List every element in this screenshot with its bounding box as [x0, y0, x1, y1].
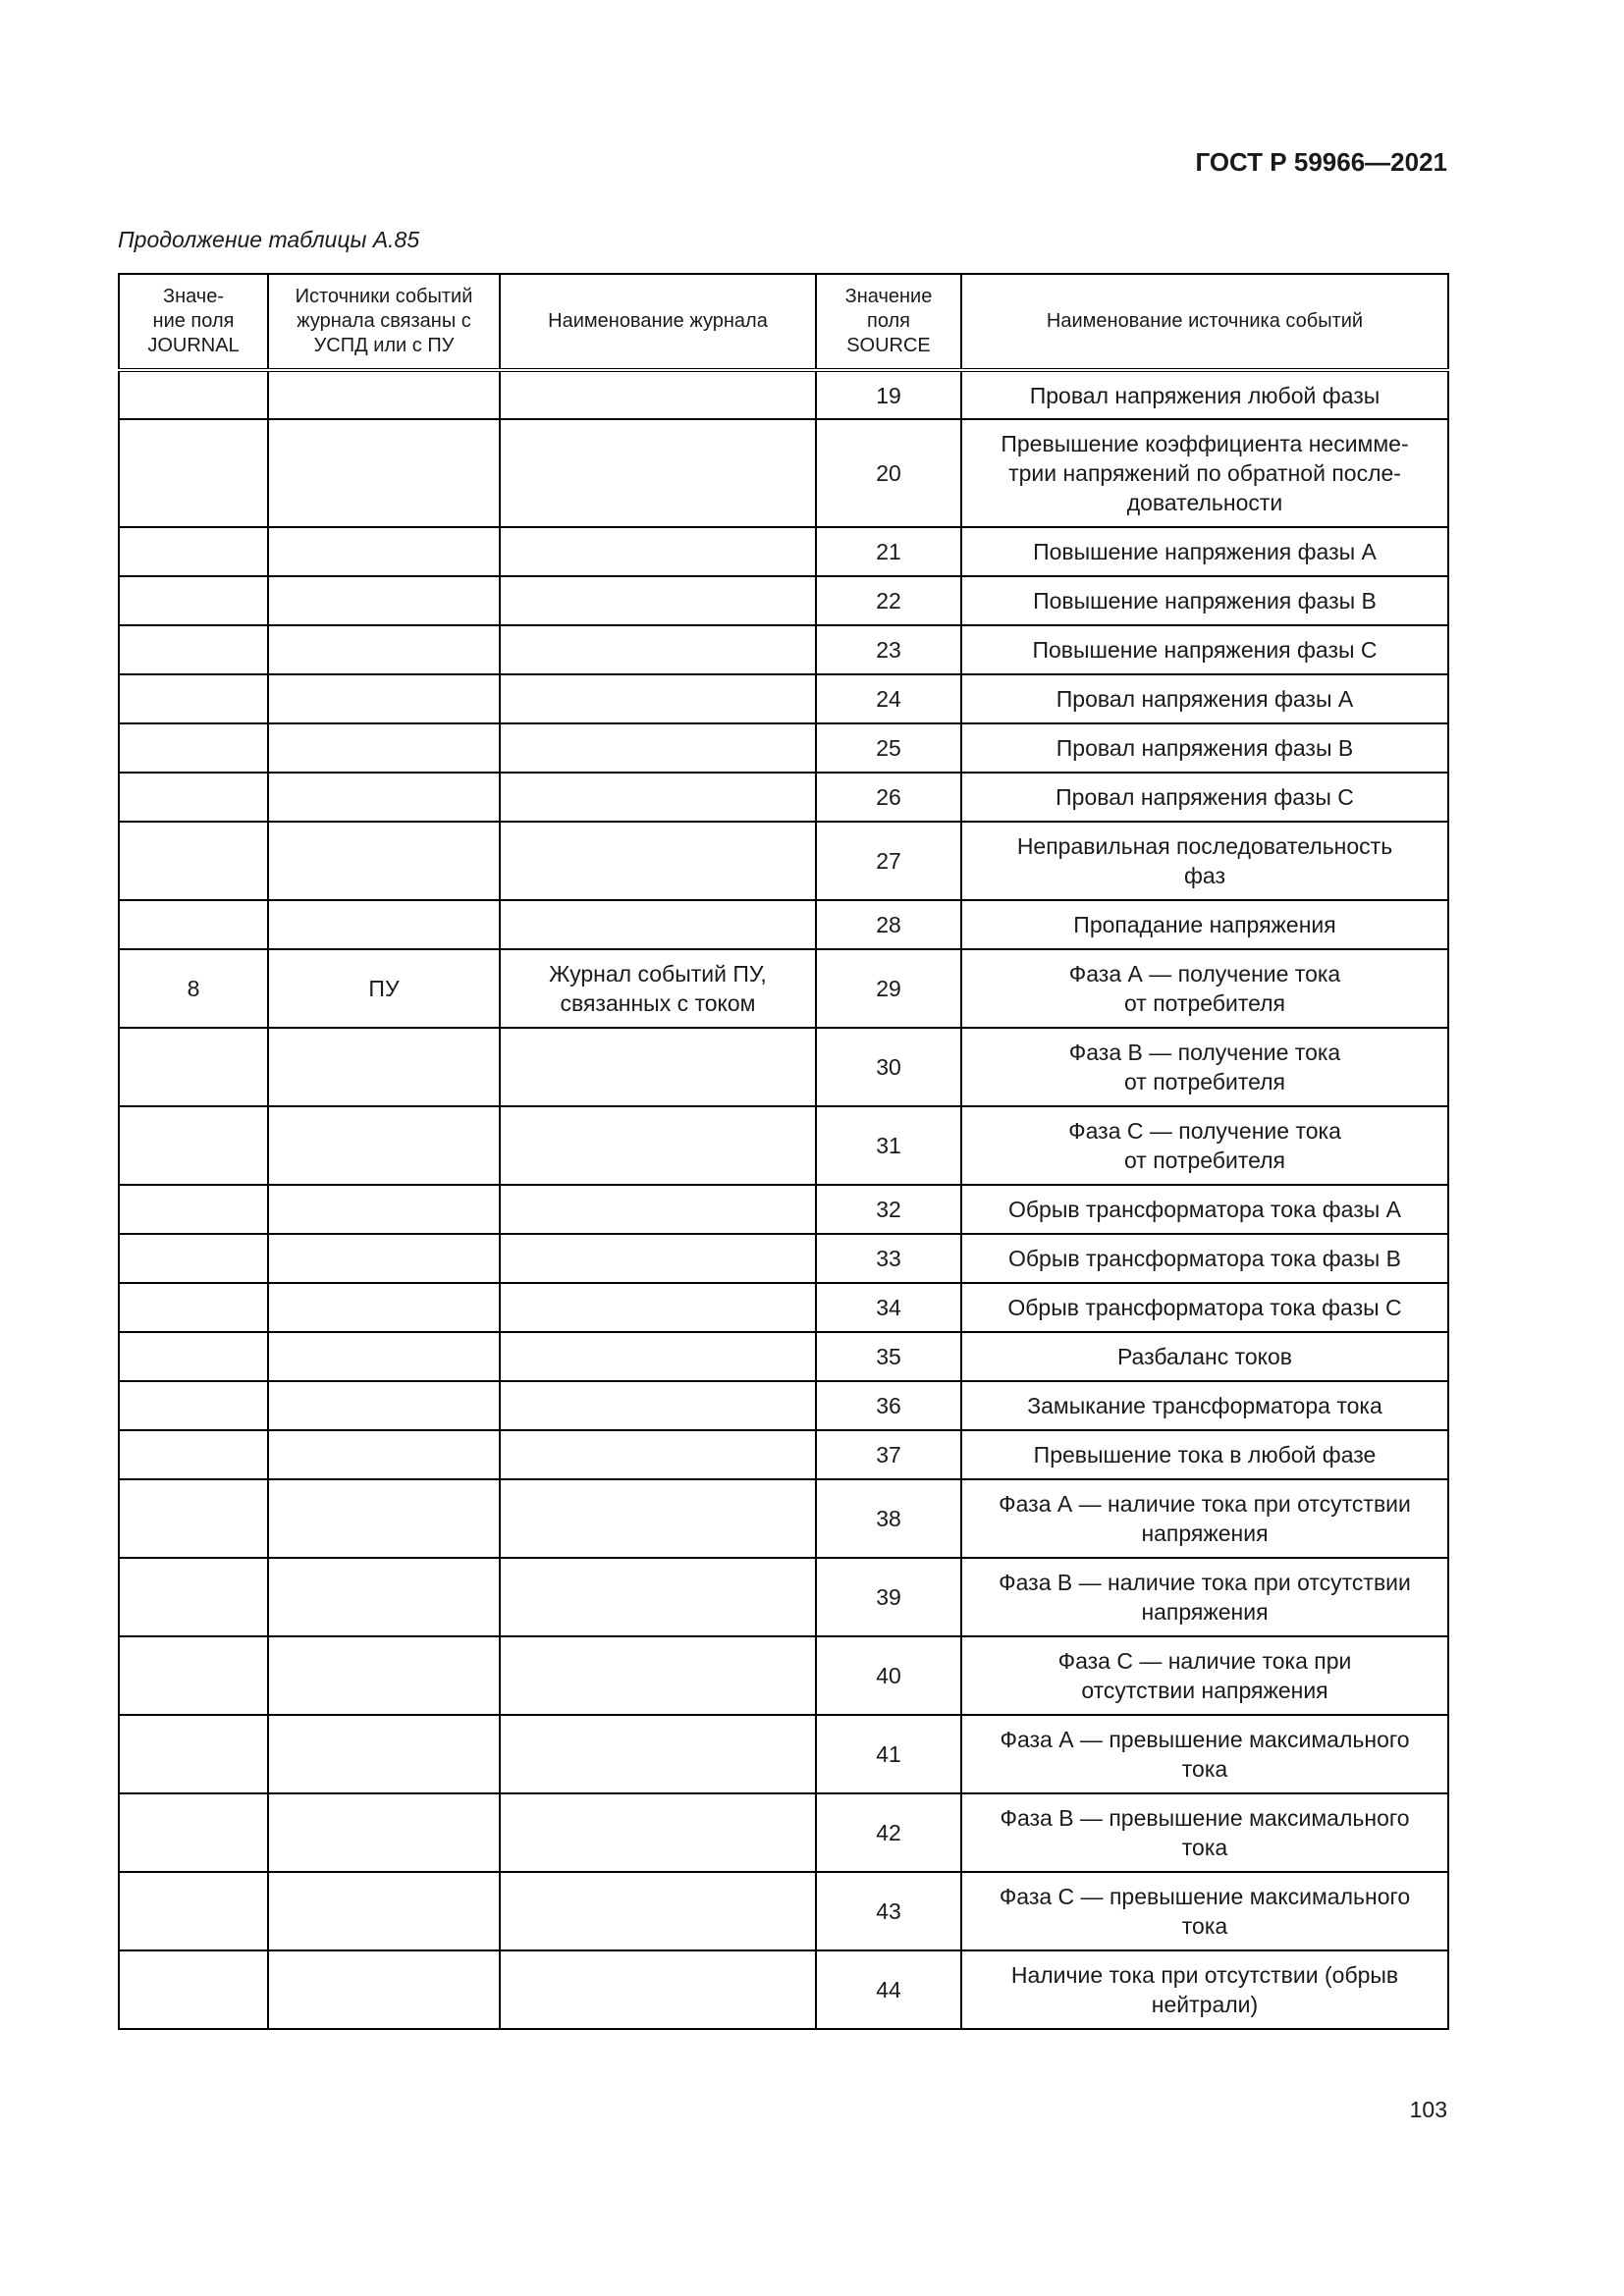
table-row — [119, 723, 1448, 773]
cell-source-link — [268, 576, 500, 625]
cell-source: 31 — [816, 1106, 961, 1185]
table-row — [119, 900, 1448, 949]
cell-source: 27 — [816, 822, 961, 900]
table-row — [119, 949, 1448, 1028]
cell-source: 40 — [816, 1636, 961, 1715]
cell-journal — [119, 1715, 268, 1793]
cell-journal-name — [500, 1283, 816, 1332]
cell-journal — [119, 1950, 268, 2029]
cell-name: Провал напряжения фазы С — [961, 773, 1448, 822]
table-row — [119, 576, 1448, 625]
cell-name: Обрыв трансформатора тока фазы В — [961, 1234, 1448, 1283]
cell-journal — [119, 1028, 268, 1106]
cell-name: Наличие тока при отсутствии (обрыв нейтрали) — [961, 1950, 1448, 2029]
table-row — [119, 1234, 1448, 1283]
cell-source-link — [268, 1558, 500, 1636]
cell-source-link — [268, 822, 500, 900]
cell-name: Обрыв трансформатора тока фазы С — [961, 1283, 1448, 1332]
cell-journal-name — [500, 625, 816, 674]
table-row — [119, 527, 1448, 576]
cell-journal-name — [500, 1558, 816, 1636]
cell-source-link — [268, 527, 500, 576]
cell-journal-name — [500, 1715, 816, 1793]
page-number: 103 — [1409, 2097, 1447, 2122]
cell-journal — [119, 419, 268, 527]
cell-source-link — [268, 1381, 500, 1430]
cell-source-link — [268, 1479, 500, 1558]
cell-source: 26 — [816, 773, 961, 822]
table-row — [119, 822, 1448, 900]
cell-name: Пропадание напряжения — [961, 900, 1448, 949]
cell-journal — [119, 1185, 268, 1234]
cell-source: 19 — [816, 370, 961, 419]
cell-journal-name — [500, 1106, 816, 1185]
table-caption: Продолжение таблицы А.85 — [118, 227, 420, 252]
cell-name: Фаза А — превышение максимального тока — [961, 1715, 1448, 1793]
col-header-source: Значение поля SOURCE — [816, 274, 961, 370]
cell-journal-name — [500, 674, 816, 723]
cell-source: 42 — [816, 1793, 961, 1872]
table-row — [119, 1185, 1448, 1234]
cell-source: 37 — [816, 1430, 961, 1479]
cell-source: 29 — [816, 949, 961, 1028]
cell-source: 38 — [816, 1479, 961, 1558]
cell-name: Повышение напряжения фазы В — [961, 576, 1448, 625]
cell-journal-name — [500, 576, 816, 625]
table-row — [119, 1793, 1448, 1872]
cell-journal — [119, 723, 268, 773]
col-header-journal: Значе- ние поля JOURNAL — [119, 274, 268, 370]
cell-name: Фаза В — получение тока от потребителя — [961, 1028, 1448, 1106]
cell-journal — [119, 370, 268, 419]
cell-name: Фаза С — превышение максимального тока — [961, 1872, 1448, 1950]
cell-source-link — [268, 1234, 500, 1283]
cell-source-link — [268, 1950, 500, 2029]
cell-journal — [119, 576, 268, 625]
cell-name: Превышение тока в любой фазе — [961, 1430, 1448, 1479]
col-header-source-name: Наименование источника событий — [961, 274, 1448, 370]
cell-journal-name — [500, 723, 816, 773]
cell-journal-name — [500, 1479, 816, 1558]
cell-journal-name — [500, 1332, 816, 1381]
cell-journal — [119, 1430, 268, 1479]
cell-name: Фаза В — превышение максимального тока — [961, 1793, 1448, 1872]
cell-journal-name — [500, 1234, 816, 1283]
cell-journal-name — [500, 527, 816, 576]
cell-name: Фаза С — получение тока от потребителя — [961, 1106, 1448, 1185]
cell-source: 34 — [816, 1283, 961, 1332]
cell-journal-name — [500, 1636, 816, 1715]
table-row — [119, 370, 1448, 419]
cell-source: 44 — [816, 1950, 961, 2029]
cell-journal-name — [500, 419, 816, 527]
cell-source: 33 — [816, 1234, 961, 1283]
cell-source: 28 — [816, 900, 961, 949]
cell-journal-name — [500, 1793, 816, 1872]
cell-source-link — [268, 773, 500, 822]
cell-source: 30 — [816, 1028, 961, 1106]
cell-journal-name: Журнал событий ПУ, связанных с током — [500, 949, 816, 1028]
cell-name: Замыкание трансформатора тока — [961, 1381, 1448, 1430]
cell-source-link — [268, 1283, 500, 1332]
cell-source: 35 — [816, 1332, 961, 1381]
cell-name: Фаза А — наличие тока при отсутствии напряжения — [961, 1479, 1448, 1558]
table-row — [119, 419, 1448, 527]
cell-source-link: ПУ — [268, 949, 500, 1028]
cell-journal — [119, 900, 268, 949]
cell-source-link — [268, 723, 500, 773]
cell-name: Провал напряжения любой фазы — [961, 370, 1448, 419]
cell-name: Обрыв трансформатора тока фазы А — [961, 1185, 1448, 1234]
cell-source-link — [268, 900, 500, 949]
cell-name: Фаза А — получение тока от потребителя — [961, 949, 1448, 1028]
cell-source: 43 — [816, 1872, 961, 1950]
table-row — [119, 1558, 1448, 1636]
cell-journal — [119, 527, 268, 576]
cell-journal-name — [500, 1872, 816, 1950]
table-row — [119, 1430, 1448, 1479]
table-row — [119, 1028, 1448, 1106]
cell-source-link — [268, 1106, 500, 1185]
cell-journal-name — [500, 900, 816, 949]
cell-source: 21 — [816, 527, 961, 576]
cell-name: Фаза В — наличие тока при отсутствии напряжения — [961, 1558, 1448, 1636]
cell-journal-name — [500, 1028, 816, 1106]
cell-journal — [119, 1636, 268, 1715]
cell-journal — [119, 822, 268, 900]
table-row — [119, 1106, 1448, 1185]
cell-source: 25 — [816, 723, 961, 773]
cell-source-link — [268, 1028, 500, 1106]
cell-source: 39 — [816, 1558, 961, 1636]
cell-source-link — [268, 1332, 500, 1381]
table-row — [119, 1381, 1448, 1430]
events-table — [118, 273, 1449, 2030]
cell-journal — [119, 1283, 268, 1332]
cell-source-link — [268, 674, 500, 723]
cell-source: 23 — [816, 625, 961, 674]
table-header-row — [119, 274, 1448, 370]
cell-journal — [119, 1106, 268, 1185]
cell-source-link — [268, 1872, 500, 1950]
cell-source: 20 — [816, 419, 961, 527]
cell-source: 32 — [816, 1185, 961, 1234]
cell-journal — [119, 773, 268, 822]
cell-source-link — [268, 419, 500, 527]
table-row — [119, 1636, 1448, 1715]
cell-name: Провал напряжения фазы А — [961, 674, 1448, 723]
standard-code: ГОСТ Р 59966—2021 — [1195, 147, 1447, 177]
cell-source-link — [268, 370, 500, 419]
col-header-source-link: Источники событий журнала связаны с УСПД или с ПУ — [268, 274, 500, 370]
cell-source: 22 — [816, 576, 961, 625]
table-row — [119, 1872, 1448, 1950]
cell-name: Превышение коэффициента несимме- трии напряжений по обратной после- довательности — [961, 419, 1448, 527]
table-row — [119, 773, 1448, 822]
table-row — [119, 1283, 1448, 1332]
cell-journal-name — [500, 822, 816, 900]
table-row — [119, 1479, 1448, 1558]
cell-journal — [119, 1558, 268, 1636]
cell-journal — [119, 1234, 268, 1283]
cell-source-link — [268, 1636, 500, 1715]
cell-name: Провал напряжения фазы В — [961, 723, 1448, 773]
cell-journal — [119, 1479, 268, 1558]
cell-name: Разбаланс токов — [961, 1332, 1448, 1381]
table-row — [119, 1950, 1448, 2029]
cell-name: Неправильная последовательность фаз — [961, 822, 1448, 900]
cell-journal-name — [500, 773, 816, 822]
cell-source-link — [268, 1185, 500, 1234]
table-row — [119, 1715, 1448, 1793]
cell-journal-name — [500, 1950, 816, 2029]
cell-journal-name — [500, 1430, 816, 1479]
cell-source-link — [268, 1793, 500, 1872]
cell-journal — [119, 1332, 268, 1381]
cell-source: 36 — [816, 1381, 961, 1430]
cell-journal — [119, 674, 268, 723]
cell-journal — [119, 1872, 268, 1950]
table-row — [119, 674, 1448, 723]
cell-name: Повышение напряжения фазы А — [961, 527, 1448, 576]
cell-journal — [119, 1381, 268, 1430]
cell-source: 24 — [816, 674, 961, 723]
table-row — [119, 1332, 1448, 1381]
cell-source-link — [268, 1715, 500, 1793]
table-row — [119, 625, 1448, 674]
cell-journal-name — [500, 1185, 816, 1234]
cell-journal — [119, 625, 268, 674]
cell-journal — [119, 1793, 268, 1872]
cell-source-link — [268, 1430, 500, 1479]
cell-name: Повышение напряжения фазы С — [961, 625, 1448, 674]
cell-journal-name — [500, 370, 816, 419]
cell-source-link — [268, 625, 500, 674]
col-header-journal-name: Наименование журнала — [500, 274, 816, 370]
cell-source: 41 — [816, 1715, 961, 1793]
cell-journal-name — [500, 1381, 816, 1430]
cell-journal: 8 — [119, 949, 268, 1028]
cell-name: Фаза С — наличие тока при отсутствии напряжения — [961, 1636, 1448, 1715]
